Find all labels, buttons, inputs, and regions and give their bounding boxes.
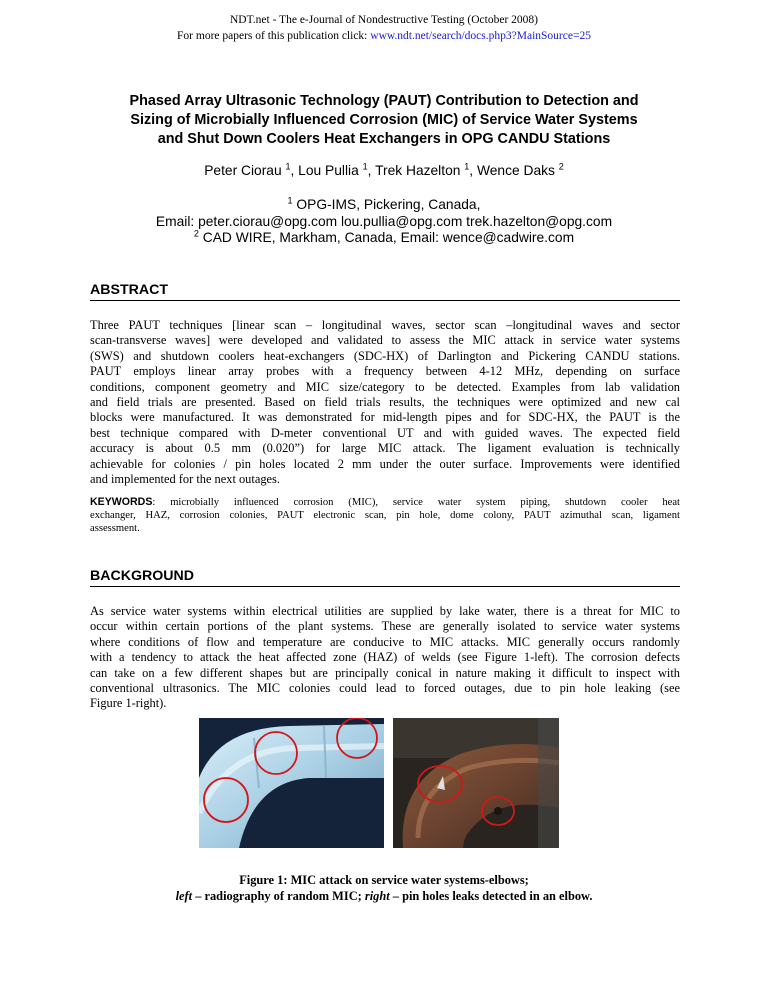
background-line: can take on a few different shapes but are principally conical in nature making it difficult to inspect with (90, 665, 680, 680)
title-line-2: Sizing of Microbially Influenced Corrosion (MIC) of Service Water Systems (130, 112, 638, 128)
keywords-line: exchanger, HAZ, corrosion colonies, PAUT electronic scan, pin hole, dome colony, PAUT azimuthal scan, ligament (90, 510, 680, 522)
abstract-line: achievable for colonies / pin holes located 2 mm under the outer surface. Improvements were identified (90, 456, 680, 471)
background-line: Figure 1-right). (90, 696, 167, 711)
abstract-heading: ABSTRACT (90, 282, 680, 301)
keywords-text: : microbially influenced corrosion (MIC), service water system piping, shutdown cooler heat (152, 497, 680, 508)
journal-header-line: NDT.net - The e-Journal of Nondestructive Testing (October 2008) (229, 14, 538, 26)
affiliation-mark: 2 (193, 228, 199, 239)
affiliation-2 (0, 229, 768, 246)
affiliation-1 (0, 196, 768, 213)
photo-support (538, 718, 559, 848)
caption-left-word: left (175, 889, 193, 903)
author-affiliation-mark: 1 (464, 161, 470, 172)
author-affiliation-mark: 2 (558, 161, 564, 172)
background-line: with a tendency to attack the heat affected zone (HAZ) of welds (see Figure 1-left). The corrosion defects (90, 650, 680, 665)
author-list: Peter Ciorau $^1$, Lou Pullia $^1$, Trek Hazelton $^1$, Wence Daks $^2$ (204, 161, 564, 178)
title-line-1: Phased Array Ultrasonic Technology (PAUT) Contribution to Detection and (129, 93, 639, 109)
background-line: occur within certain portions of the plant systems. These are generally isolated to service water systems (90, 619, 680, 634)
author-emails: Email: peter.ciorau@opg.com lou.pullia@opg.com trek.hazelton@opg.com (155, 214, 613, 229)
caption-right-word: right (364, 889, 390, 903)
abstract-body (90, 318, 680, 487)
background-line: where conditions of flow and temperature are conducive to MIC attacks. MIC generally occurs randomly (90, 634, 680, 649)
abstract-line: conditions, component geometry and MIC size/category to be detected. Examples from lab validation (90, 379, 680, 394)
abstract-line: best technique compared with D-meter conventional UT and with guided waves. The expected field (90, 425, 680, 440)
abstract-line: scan-transverse waves] were developed and validated to assess the MIC attack in service water systems (90, 333, 680, 348)
affiliation-text: CAD WIRE, Markham, Canada, Email: wence@cadwire.com (202, 230, 575, 245)
more-papers-prefix: For more papers of this publication click: (177, 30, 371, 42)
radiograph-figure (199, 718, 384, 848)
affiliation-text: OPG-IMS, Pickering, Canada, (296, 197, 481, 212)
abstract-line: blocks were manufactured. It was demonstrated for mid-length pipes and for SDC-HX, the PAUT is the (90, 410, 680, 425)
background-line: As service water systems within electrical utilities are supplied by lake water, there is a threat for MIC to (90, 604, 680, 618)
pin-hole-leak (494, 807, 502, 815)
background-heading: BACKGROUND (90, 568, 680, 587)
more-papers-line (0, 29, 768, 44)
author-name: Wence Daks (476, 163, 555, 178)
author-affiliation-mark: 1 (362, 161, 368, 172)
background-body (90, 604, 680, 712)
author-name: Trek Hazelton (375, 163, 461, 178)
keywords-line: assessment. (90, 523, 140, 535)
abstract-line: (SWS) and shutdown coolers heat-exchangers (SDC-HX) of Darlington and Pickering CANDU stations. (90, 348, 680, 363)
figure-caption-line-2 (0, 888, 768, 904)
author-affiliation-mark: 1 (285, 161, 291, 172)
more-papers-link[interactable]: www.ndt.net/search/docs.php3?MainSource=25 (370, 30, 591, 42)
abstract-line: Three PAUT techniques [linear scan – longitudinal waves, sector scan –longitudinal waves and sector (90, 318, 680, 332)
author-name: Lou Pullia (298, 163, 359, 178)
keywords-line (90, 496, 680, 509)
abstract-line: accuracy is about 0.5 mm (0.020”) for large MIC attack. The ligament evaluation is technically (90, 441, 680, 456)
abstract-line: and implemented for the next outages. (90, 472, 280, 487)
author-name: Peter Ciorau (204, 163, 282, 178)
abstract-line: and field trials are presented. Based on field trials results, the techniques were optimized and new cal (90, 395, 680, 410)
elbow-photo-figure (393, 718, 559, 848)
title-line-3: and Shut Down Coolers Heat Exchangers in OPG CANDU Stations (157, 131, 611, 147)
background-line: conventional ultrasonics. The MIC colonies could lead to forced outages, due to pin hole leaking (see (90, 681, 680, 696)
keywords-label: KEYWORDS (90, 496, 153, 508)
figure-caption-line-1: Figure 1: MIC attack on service water systems-elbows; (239, 873, 529, 887)
caption-left-text: – radiography of random MIC; (192, 889, 365, 903)
keywords-block (90, 496, 680, 536)
paper-title (80, 92, 688, 149)
caption-right-text: – pin holes leaks detected in an elbow. (389, 889, 593, 903)
abstract-line: PAUT employs linear array probes with a frequency between 4-12 MHz, depending on surface (90, 364, 680, 379)
affiliation-mark: 1 (287, 195, 293, 206)
